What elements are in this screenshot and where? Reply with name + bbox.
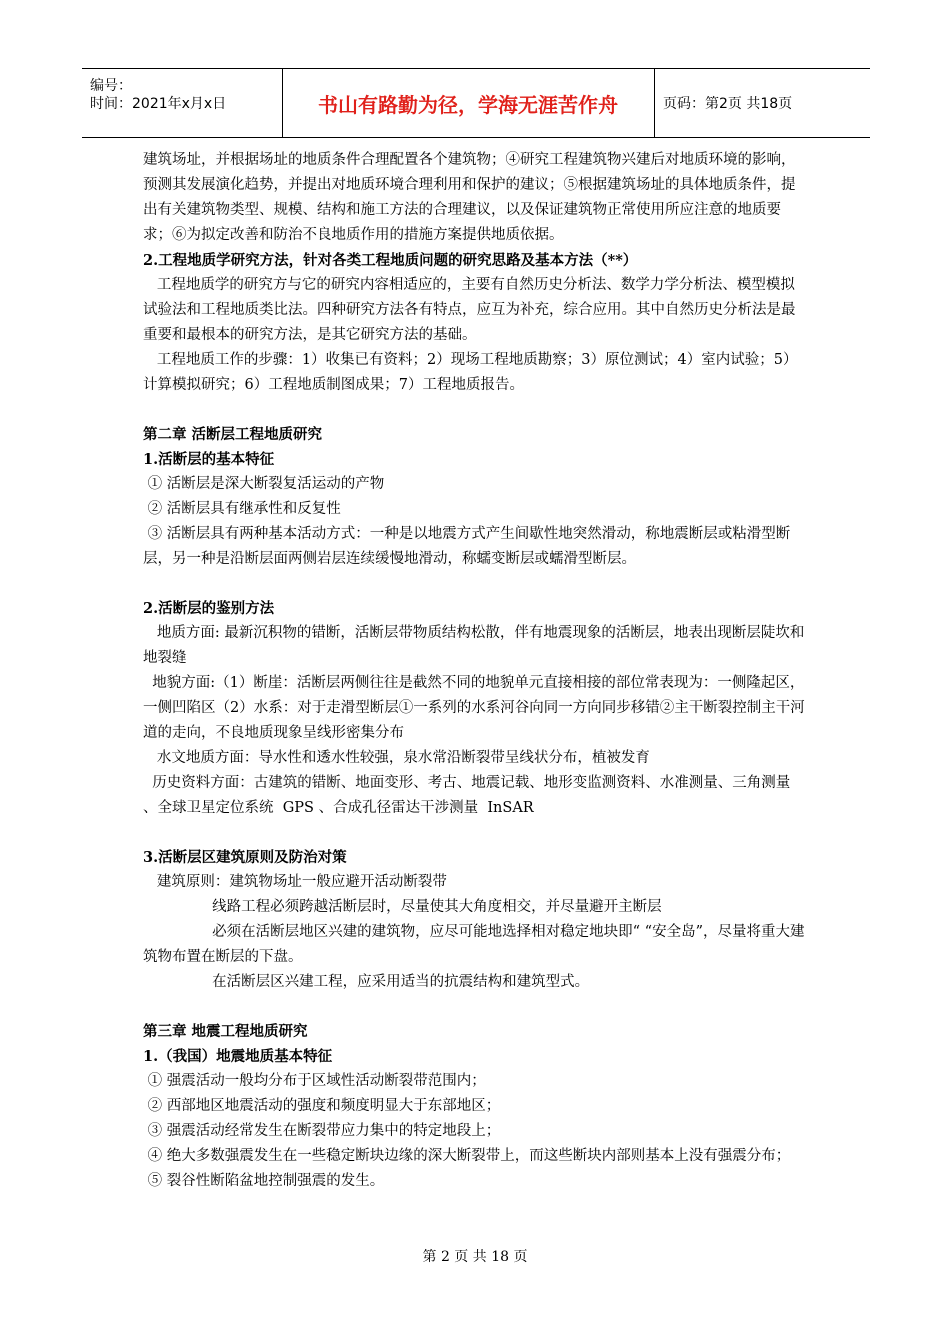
section-heading: 1.活断层的基本特征 bbox=[143, 451, 275, 468]
body-paragraph: 水文地质方面：导水性和透水性较强，泉水常沿断裂带呈线状分布，植被发育 bbox=[143, 750, 650, 766]
section-heading: 2.工程地质学研究方法，针对各类工程地质问题的研究思路及基本方法（**） bbox=[143, 252, 638, 269]
body-paragraph: 工程地质工作的步骤：1）收集已有资料；2）现场工程地质勘察；3）原位测试；4）室内试验；5）计算模拟研究；6）工程地质制图成果；7）工程地质报告。 bbox=[143, 352, 798, 393]
body-paragraph: 建筑原则：建筑物场址一般应避开活动断裂带 bbox=[143, 874, 447, 890]
paragraph-gap bbox=[143, 821, 808, 845]
header-motto: 书山有路勤为径，学海无涯苦作舟 bbox=[282, 69, 655, 137]
page-footer: 第 2 页 共 18 页 bbox=[422, 1249, 528, 1265]
body-paragraph: ① 活断层是深大断裂复活运动的产物 bbox=[143, 476, 385, 492]
paragraph-gap bbox=[143, 398, 808, 422]
page-header bbox=[82, 68, 870, 138]
header-left-cell bbox=[82, 69, 283, 137]
body-paragraph: 地貌方面:（1）断崖：活断层两侧往往是截然不同的地貌单元直接相接的部位常表现为：一侧隆起区，一侧凹陷区（2）水系：对于走滑型断层①一系列的水系河谷向同一方向同步移错②主干断裂控制主干河道的走向，不良地质现象呈线形密集分布 bbox=[143, 675, 805, 741]
body-paragraph: ③ 活断层具有两种基本活动方式：一种是以地震方式产生间歇性地突然滑动，称地震断层或粘滑型断层，另一种是沿断层面两侧岩层连续缓慢地滑动，称蠕变断层或蠕滑型断层。 bbox=[143, 526, 791, 567]
body-paragraph: ④ 绝大多数强震发生在一些稳定断块边缘的深大断裂带上，而这些断块内部则基本上没有强震分布； bbox=[143, 1148, 791, 1164]
section-heading: 2.活断层的鉴别方法 bbox=[143, 600, 275, 617]
body-paragraph: 必须在活断层地区兴建的建筑物，应尽可能地选择相对稳定地块即“ “安全岛”，尽量将重大建筑物布置在断层的下盘。 bbox=[143, 924, 805, 965]
body-paragraph: ⑤ 裂谷性断陷盆地控制强震的发生。 bbox=[143, 1173, 385, 1189]
section-heading: 第二章 活断层工程地质研究 bbox=[143, 426, 323, 443]
document-body bbox=[143, 148, 808, 1194]
section-heading: 第三章 地震工程地质研究 bbox=[143, 1023, 308, 1040]
document-number-label: 编号： bbox=[90, 78, 132, 94]
paragraph-gap bbox=[143, 572, 808, 596]
body-paragraph: 建筑场址，并根据场址的地质条件合理配置各个建筑物；④研究工程建筑物兴建后对地质环境的影响，预测其发展演化趋势，并提出对地质环境合理利用和保护的建议；⑤根据建筑场址的具体地质条件，提出有关建筑物类型、规模、结构和施工方法的合理建议，以及保证建筑物正常使用所应注意的地质要求；⑥为拟定改善和防治不良地质作用的措施方案提供地质依据。 bbox=[143, 152, 796, 243]
body-paragraph: ② 西部地区地震活动的强度和频度明显大于东部地区； bbox=[143, 1098, 501, 1114]
body-paragraph: ② 活断层具有继承性和反复性 bbox=[143, 501, 341, 517]
document-date-label: 时间：2021年x月x日 bbox=[90, 96, 227, 112]
section-heading: 3.活断层区建筑原则及防治对策 bbox=[143, 849, 347, 866]
body-paragraph: ① 强震活动一般均分布于区域性活动断裂带范围内； bbox=[143, 1073, 486, 1089]
section-heading: 1.（我国）地震地质基本特征 bbox=[143, 1048, 333, 1065]
body-paragraph: 历史资料方面：古建筑的错断、地面变形、考古、地震记载、地形变监测资料、水准测量、三角测量 、全球卫星定位系统 GPS 、合成孔径雷达干涉测量 InSAR bbox=[143, 775, 800, 816]
body-paragraph: 地质方面: 最新沉积物的错断，活断层带物质结构松散，伴有地震现象的活断层，地表出现断层陡坎和地裂缝 bbox=[143, 625, 805, 666]
paragraph-gap bbox=[143, 995, 808, 1019]
body-paragraph: ③ 强震活动经常发生在断裂带应力集中的特定地段上； bbox=[143, 1123, 501, 1139]
body-paragraph: 在活断层区兴建工程，应采用适当的抗震结构和建筑型式。 bbox=[143, 974, 590, 990]
body-paragraph: 工程地质学的研究方与它的研究内容相适应的，主要有自然历史分析法、数学力学分析法、模型模拟试验法和工程地质类比法。四种研究方法各有特点，应互为补充，综合应用。其中自然历史分析法是最重要和最根本的研究方法，是其它研究方法的基础。 bbox=[143, 277, 796, 343]
header-page-label: 页码：第2页 共18页 bbox=[663, 96, 793, 112]
body-paragraph: 线路工程必须跨越活断层时，尽量使其大角度相交，并尽量避开主断层 bbox=[143, 899, 662, 915]
